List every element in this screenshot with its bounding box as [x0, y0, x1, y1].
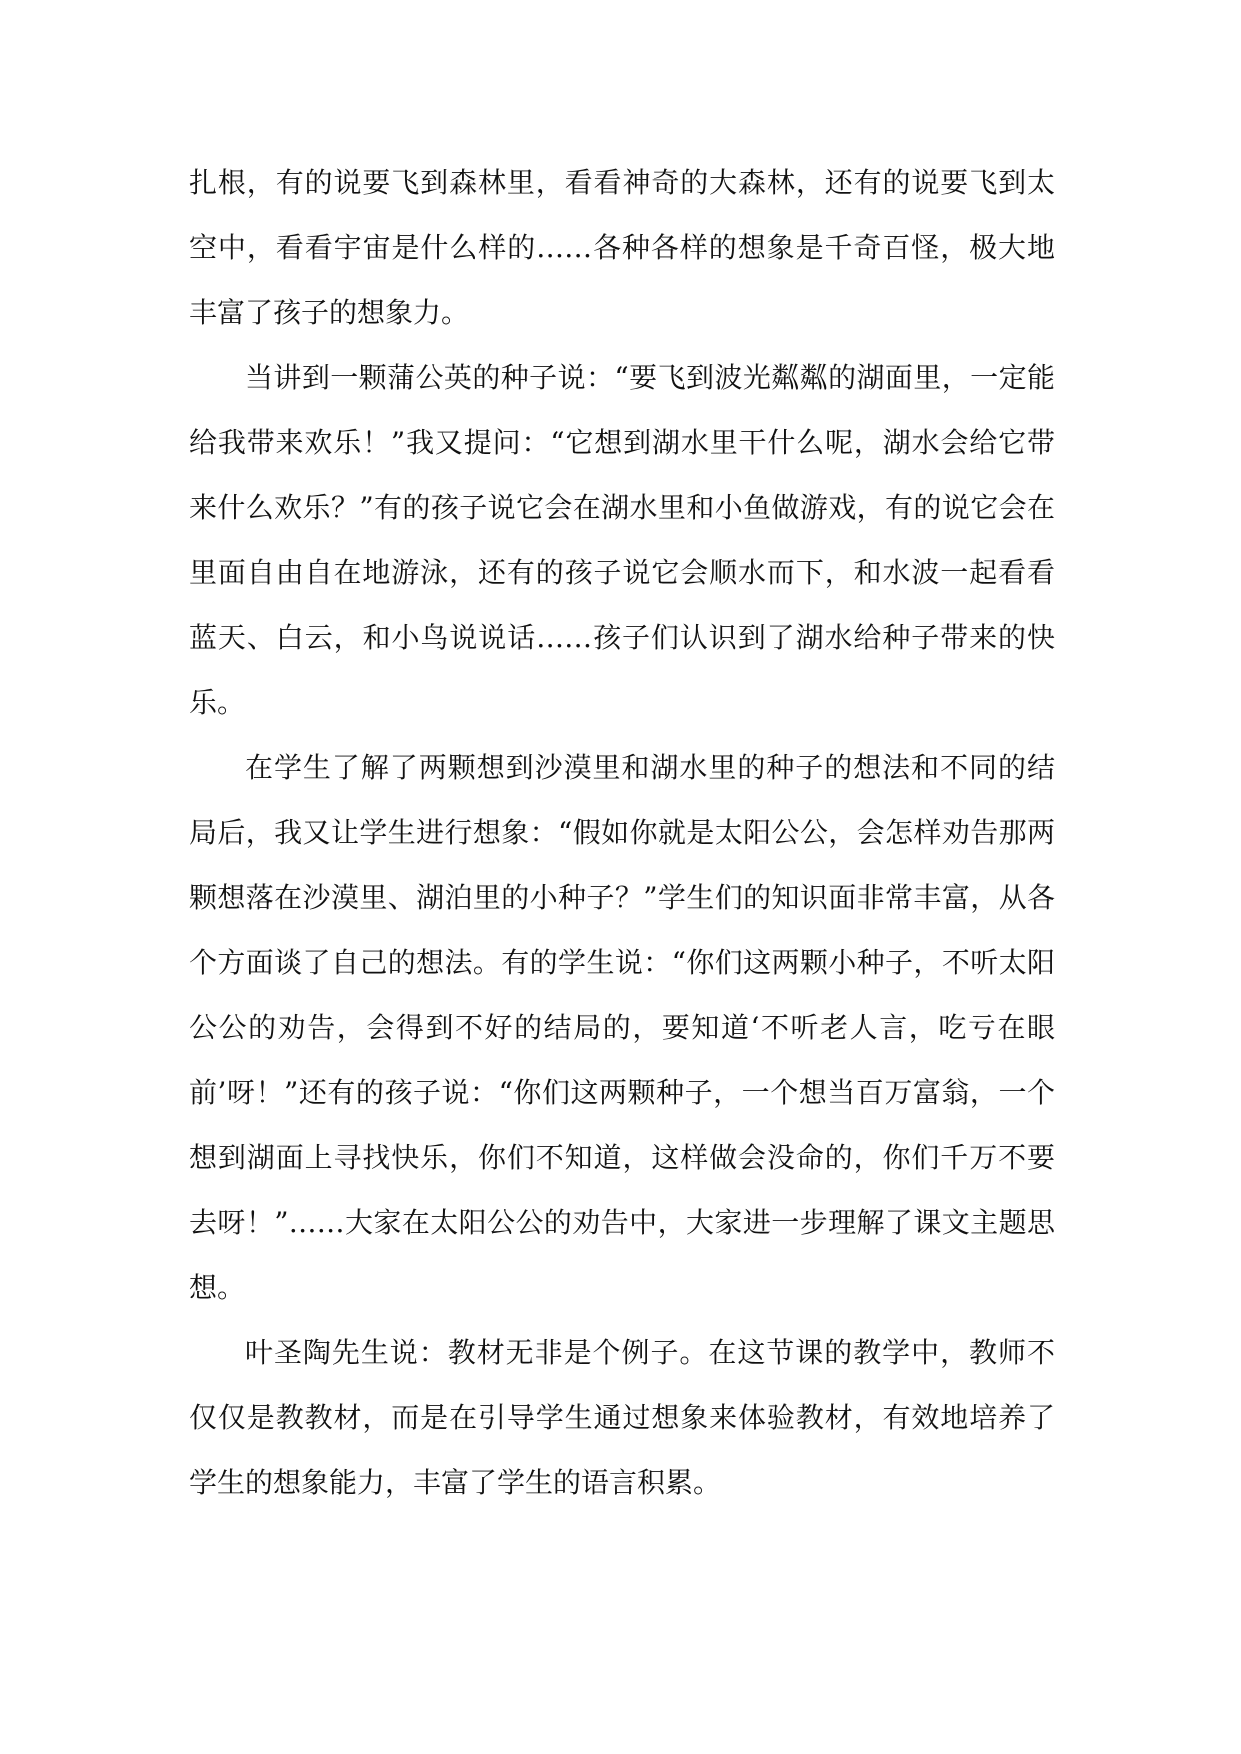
paragraph-sun-advice: 在学生了解了两颗想到沙漠里和湖水里的种子的想法和不同的结局后，我又让学生进行想象：“假如你就是太阳公公，会怎样劝告那两颗想落在沙漠里、湖泊里的小种子？”学生们的知识面非常丰富，从各个方面谈了自己的想法。有的学生说：“你们这两颗小种子，不听太阳公公的劝告，会得到不好的结局的，要知道‘不听老人言，吃亏在眼前’呀！”还有的孩子说：“你们这两颗种子，一个想当百万富翁，一个想到湖面上寻找快乐，你们不知道，这样做会没命的，你们千万不要去呀！”……大家在太阳公公的劝告中，大家进一步理解了课文主题思想。	[189, 751, 1055, 1304]
paragraph-conclusion: 叶圣陶先生说：教材无非是个例子。在这节课的教学中，教师不仅仅是教教材，而是在引导学生通过想象来体验教材，有效地培养了学生的想象能力，丰富了学生的语言积累。	[189, 1336, 1055, 1499]
document-page	[189, 150, 1055, 1515]
paragraph-dandelion-seed: 当讲到一颗蒲公英的种子说：“要飞到波光粼粼的湖面里，一定能给我带来欢乐！”我又提问：“它想到湖水里干什么呢，湖水会给它带来什么欢乐？”有的孩子说它会在湖水里和小鱼做游戏，有的说它会在里面自由自在地游泳，还有的孩子说它会顺水而下，和水波一起看看蓝天、白云，和小鸟说说话……孩子们认识到了湖水给种子带来的快乐。	[189, 361, 1055, 719]
paragraph-continued: 扎根，有的说要飞到森林里，看看神奇的大森林，还有的说要飞到太空中，看看宇宙是什么样的……各种各样的想象是千奇百怪，极大地丰富了孩子的想象力。	[189, 166, 1055, 329]
